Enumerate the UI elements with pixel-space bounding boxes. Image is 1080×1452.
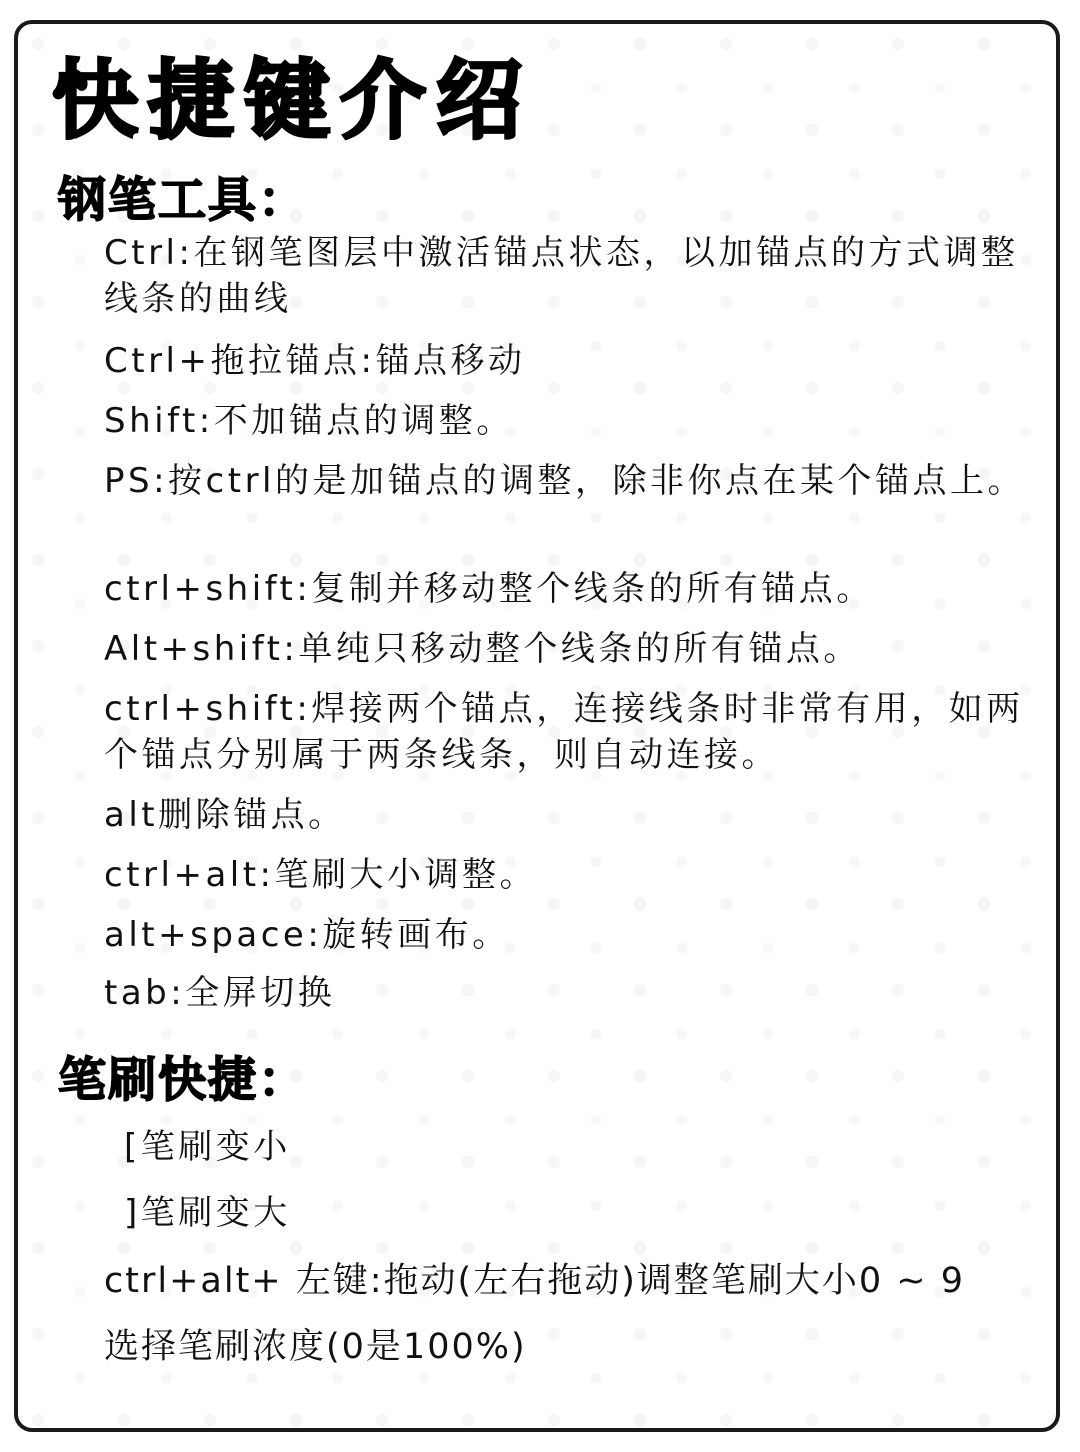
brush-item-larger: ]笔刷变大 <box>124 1193 291 1233</box>
pen-tool-item-5: ctrl+shift:复制并移动整个线条的所有锚点。 <box>104 569 874 609</box>
brush-item-opacity: 选择笔刷浓度(0是100%) <box>104 1327 527 1367</box>
brush-shortcuts-heading: 笔刷快捷： <box>58 1052 309 1108</box>
pen-tool-item-3: Shift:不加锚点的调整。 <box>104 401 514 441</box>
page-title: 快捷键介绍 <box>52 51 532 151</box>
pen-tool-heading: 钢笔工具： <box>58 172 309 228</box>
pen-tool-item-10: alt+space:旋转画布。 <box>104 915 510 955</box>
content-card <box>14 20 1060 1432</box>
brush-item-resize: ctrl+alt+ 左键:拖动(左右拖动)调整笔刷大小0 ~ 9 <box>104 1261 965 1301</box>
pen-tool-item-4: PS:按ctrl的是加锚点的调整，除非你点在某个锚点上。 <box>104 461 1025 501</box>
pen-tool-item-7: ctrl+shift:焊接两个锚点，连接线条时非常有用，如两个锚点分别属于两条线条，则自动连接。 <box>104 689 1024 775</box>
pen-tool-item-1: Ctrl:在钢笔图层中激活锚点状态，以加锚点的方式调整线条的曲线 <box>104 233 1019 319</box>
pen-tool-item-2: Ctrl+拖拉锚点:锚点移动 <box>104 341 526 381</box>
brush-item-smaller: [笔刷变小 <box>124 1127 291 1167</box>
pen-tool-item-6: Alt+shift:单纯只移动整个线条的所有锚点。 <box>104 629 861 669</box>
pen-tool-item-9: ctrl+alt:笔刷大小调整。 <box>104 855 538 895</box>
pen-tool-item-8: alt删除锚点。 <box>104 795 346 835</box>
pen-tool-item-11: tab:全屏切换 <box>104 973 336 1013</box>
